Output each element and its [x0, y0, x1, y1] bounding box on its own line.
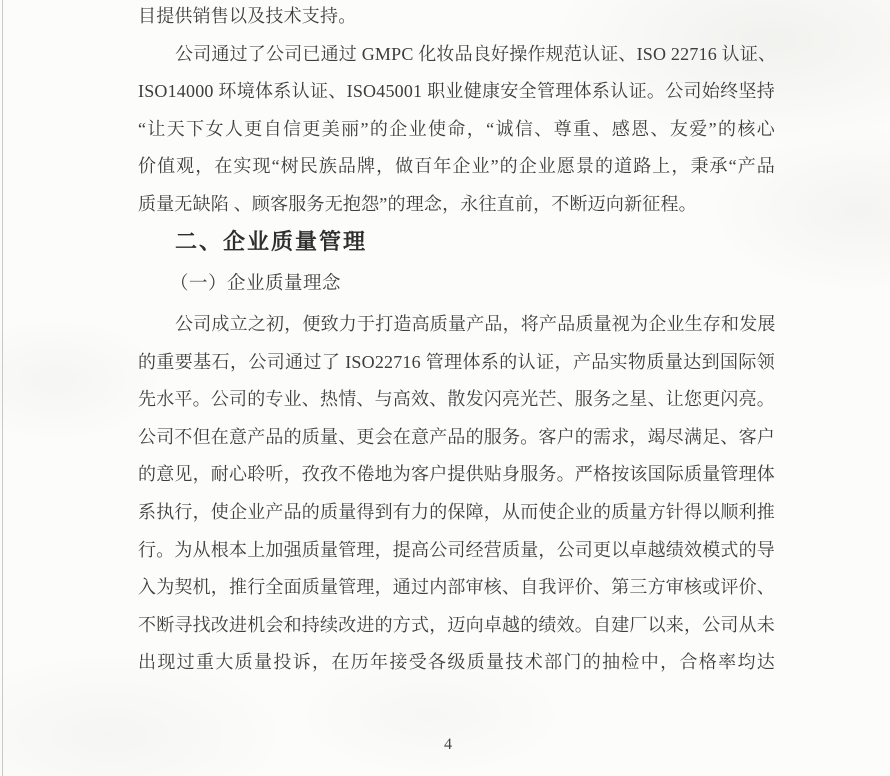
text-line: ISO14000 环境体系认证、ISO45001 职业健康安全管理体系认证。公司始终坚持 — [138, 81, 775, 102]
text-line: 公司通过了公司已通过 GMPC 化妆品良好操作规范认证、ISO 22716 认证、 — [175, 43, 777, 64]
text-line: 质量无缺陷 、顾客服务无抱怨”的理念，永往直前，不断迈向新征程。 — [138, 193, 697, 214]
text-line: 入为契机，推行全面质量管理，通过内部审核、自我评价、第三方审核或评价、 — [138, 577, 775, 598]
text-line: 的重要基石，公司通过了 ISO22716 管理体系的认证，产品实物质量达到国际领 — [138, 351, 775, 372]
text-line: 公司成立之初，便致力于打造高质量产品，将产品质量视为企业生存和发展 — [175, 314, 776, 334]
text-line: 先水平。公司的专业、热情、与高效、散发闪亮光芒、服务之星、让您更闪亮。 — [138, 389, 775, 410]
text-line: 行。为从根本上加强质量管理，提高公司经营质量，公司更以卓越绩效模式的导 — [138, 539, 775, 560]
page-number: 4 — [444, 736, 452, 753]
text-line: 目提供销售以及技术支持。 — [138, 6, 357, 26]
text-line: 价值观，在实现“树民族品牌，做百年企业”的企业愿景的道路上，秉承“产品 — [138, 156, 775, 177]
section-heading: 二、企业质量管理 — [175, 229, 368, 254]
scan-edge-artifact — [2, 0, 3, 776]
subsection-heading: （一）企业质量理念 — [170, 274, 342, 294]
text-line: 出现过重大质量投诉，在历年接受各级质量技术部门的抽检中，合格率均达 — [138, 652, 775, 673]
paragraph-block-certifications — [138, 0, 775, 224]
text-line: 不断寻找改进机会和持续改进的方式，迈向卓越的绩效。自建厂以来，公司从未 — [138, 614, 775, 635]
text-line: 系执行，使企业产品的质量得到有力的保障，从而使企业的质量方针得以顺利推 — [138, 501, 775, 522]
text-line: “让天下女人更自信更美丽”的企业使命，“诚信、尊重、感恩、友爱”的核心 — [138, 118, 775, 139]
paragraph-block-quality-philosophy — [138, 306, 775, 682]
text-line: 公司不但在意产品的质量、更会在意产品的服务。客户的需求，竭尽满足、客户 — [138, 426, 775, 447]
text-line: 的意见，耐心聆听，孜孜不倦地为客户提供贴身服务。严格按该国际质量管理体 — [138, 464, 775, 485]
